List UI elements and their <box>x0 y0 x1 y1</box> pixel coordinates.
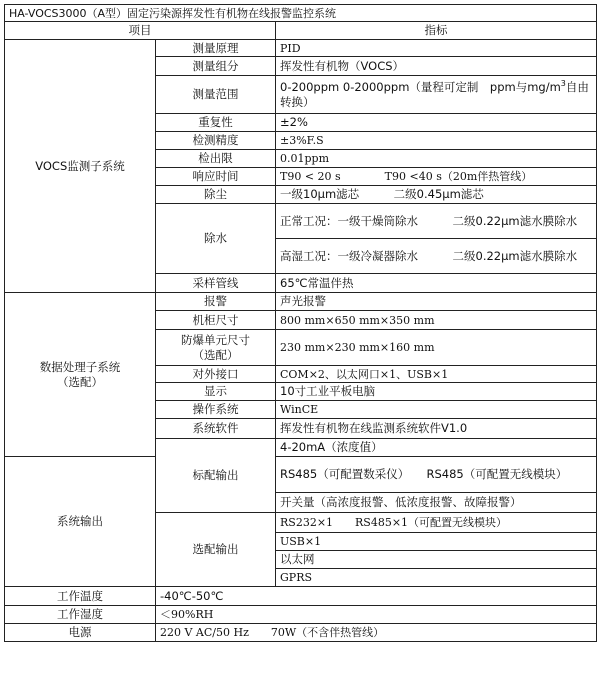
spec-table <box>4 4 597 642</box>
row-value: 正常工况：一级干燥筒除水 二级0.22μm滤水膜除水 <box>276 204 597 239</box>
row-value: COM×2、以太网口×1、USB×1 <box>276 366 597 383</box>
row-value: 高湿工况：一级冷凝器除水 二级0.22μm滤水膜除水 <box>276 239 597 274</box>
row-label: 测量原理 <box>156 40 276 57</box>
row-value: ±3%F.S <box>276 132 597 150</box>
spec-document <box>4 4 596 642</box>
row-value: ＜90%RH <box>156 606 597 624</box>
row-label: 测量范围 <box>156 76 276 114</box>
row-value: T90 < 20 s T90 <40 s（20m伴热管线） <box>276 168 597 186</box>
row-label: 报警 <box>156 293 276 311</box>
header-item: 项目 <box>5 22 276 40</box>
row-value: RS232×1 RS485×1（可配置无线模块） <box>276 513 597 533</box>
explosion-note: （选配） <box>192 347 239 362</box>
row-value: 一级10μm滤芯 二级0.45μm滤芯 <box>276 186 597 204</box>
row-label: 除尘 <box>156 186 276 204</box>
row-label: 测量组分 <box>156 57 276 76</box>
row-label: 工作温度 <box>5 587 156 606</box>
row-value: 65℃常温伴热 <box>276 274 597 293</box>
table-row <box>5 606 597 624</box>
row-value: PID <box>276 40 597 57</box>
row-label: 工作湿度 <box>5 606 156 624</box>
row-value: RS485（可配置数采仪） RS485（可配置无线模块） <box>276 457 597 493</box>
table-title: HA-VOCS3000（A型）固定污染源挥发性有机物在线报警监控系统 <box>5 5 597 22</box>
row-label-explosion <box>156 330 276 366</box>
table-row <box>5 624 597 642</box>
row-label: 电源 <box>5 624 156 642</box>
row-label: 选配输出 <box>156 513 276 587</box>
row-value: 挥发性有机物（VOCS） <box>276 57 597 76</box>
row-label: 检出限 <box>156 150 276 168</box>
row-label: 对外接口 <box>156 366 276 383</box>
explosion-label: 防爆单元尺寸 <box>181 332 250 347</box>
row-value: 4-20mA（浓度值） <box>276 439 597 457</box>
row-value: 以太网 <box>276 551 597 569</box>
row-value: 开关量（高浓度报警、低浓度报警、故障报警） <box>276 493 597 513</box>
row-label: 检测精度 <box>156 132 276 150</box>
title-row <box>5 5 597 22</box>
row-value: 挥发性有机物在线监测系统软件V1.0 <box>276 419 597 439</box>
group-data <box>5 293 156 457</box>
group-vocs: VOCS监测子系统 <box>5 40 156 293</box>
row-value: WinCE <box>276 401 597 419</box>
row-value: 声光报警 <box>276 293 597 311</box>
header-spec: 指标 <box>276 22 597 40</box>
row-label: 除水 <box>156 204 276 274</box>
range-superscript: 3 <box>560 78 566 88</box>
row-label: 显示 <box>156 383 276 401</box>
row-label: 操作系统 <box>156 401 276 419</box>
row-label: 系统软件 <box>156 419 276 439</box>
header-row <box>5 22 597 40</box>
row-label: 响应时间 <box>156 168 276 186</box>
table-row <box>5 457 597 493</box>
row-value: 800 mm×650 mm×350 mm <box>276 311 597 330</box>
group-output: 系统输出 <box>5 457 156 587</box>
range-tail: 自由转换） <box>280 79 589 109</box>
row-label: 机柜尺寸 <box>156 311 276 330</box>
table-row <box>5 293 597 311</box>
range-text: 0-200ppm 0-2000ppm（量程可定制 ppm与mg/m <box>280 79 561 94</box>
table-row <box>5 40 597 57</box>
row-label: 标配输出 <box>156 439 276 513</box>
row-value: 10寸工业平板电脑 <box>276 383 597 401</box>
row-value: USB×1 <box>276 533 597 551</box>
row-label: 重复性 <box>156 114 276 132</box>
group-data-label: 数据处理子系统 <box>39 359 121 374</box>
row-value: 0.01ppm <box>276 150 597 168</box>
row-value: 230 mm×230 mm×160 mm <box>276 330 597 366</box>
row-value-range <box>276 76 597 114</box>
row-value: 220 V AC/50 Hz 70W（不含伴热管线） <box>156 624 597 642</box>
group-data-note: （选配） <box>57 374 103 389</box>
table-row <box>5 587 597 606</box>
row-value: ±2% <box>276 114 597 132</box>
row-value: GPRS <box>276 569 597 587</box>
row-value: -40℃-50℃ <box>156 587 597 606</box>
row-label: 采样管线 <box>156 274 276 293</box>
